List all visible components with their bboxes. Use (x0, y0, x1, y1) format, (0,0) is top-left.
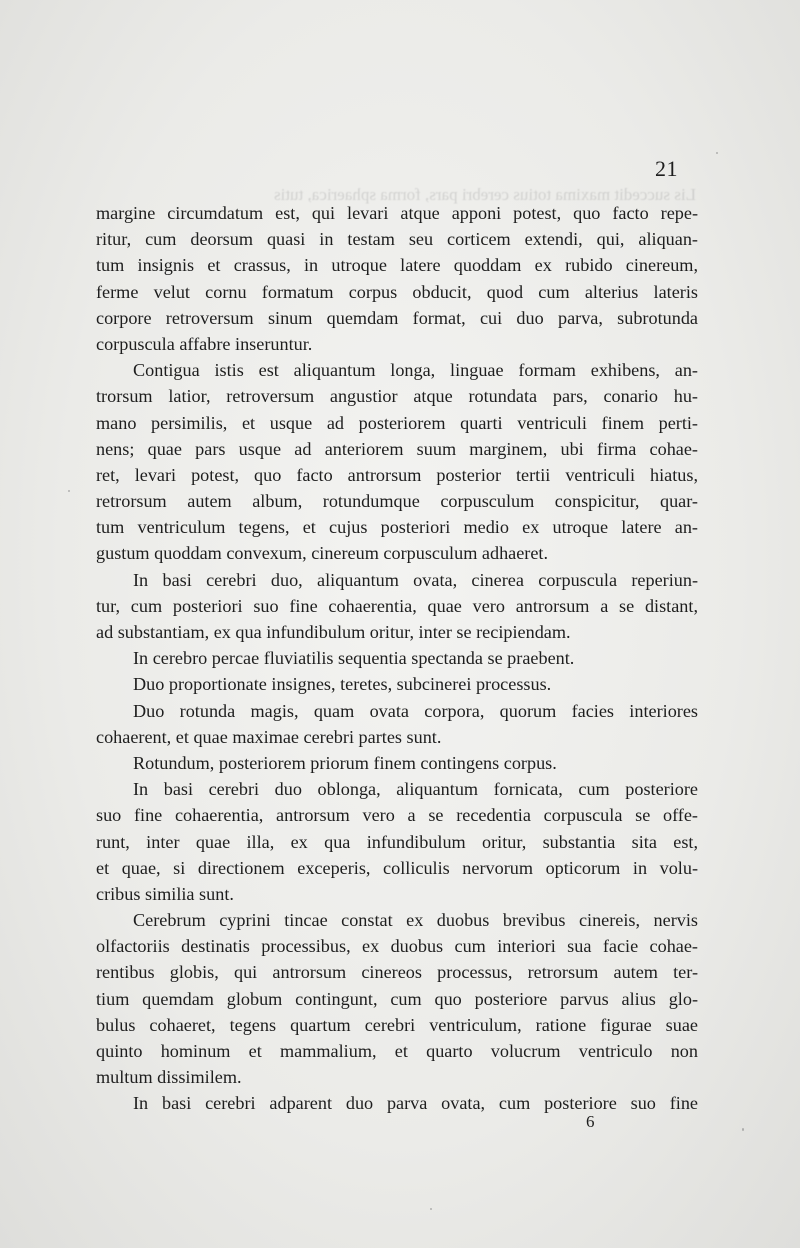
text-line: bulus cohaeret, tegens quartum cerebri ventriculum, ratione figurae suae (96, 1014, 698, 1035)
text-line: tium quemdam globum contingunt, cum quo posteriore parvus alius glo- (96, 988, 698, 1009)
paper-speck (68, 490, 70, 492)
text-line: ferme velut cornu formatum corpus obducit, quod cum alterius lateris (96, 281, 698, 302)
text-line: In basi cerebri duo, aliquantum ovata, cinerea corpuscula reperiun- (133, 569, 698, 590)
text-line: In basi cerebri adparent duo parva ovata, cum posteriore suo fine (133, 1093, 698, 1114)
text-line: runt, inter quae illa, ex qua infundibulum oritur, substantia sita est, (96, 831, 698, 852)
paper-speck (742, 1128, 744, 1131)
text-line: cohaerent, et quae maximae cerebri partes sunt. (96, 726, 442, 747)
text-line: Cerebrum cyprini tincae constat ex duobus brevibus cinereis, nervis (133, 910, 698, 931)
paper-speck (430, 1208, 432, 1210)
text-line: Contigua istis est aliquantum longa, linguae formam exhibens, an- (133, 360, 698, 381)
signature-mark: 6 (586, 1112, 595, 1131)
paper-speck (716, 152, 718, 154)
text-line: corpuscula affabre inseruntur. (96, 333, 313, 354)
text-line: quinto hominum et mammalium, et quarto volucrum ventriculo non (96, 1041, 698, 1061)
text-line: suo fine cohaerentia, antrorsum vero a se recedentia corpuscula se offe- (96, 805, 698, 826)
text-line: In cerebro percae fluviatilis sequentia spectanda se praebent. (133, 648, 575, 669)
text-line: Duo proportionate insignes, teretes, subcinerei processus. (133, 674, 552, 695)
text-line: ret, levari potest, quo facto antrorsum posterior tertii ventriculi hiatus, (96, 464, 698, 485)
text-line: Rotundum, posteriorem priorum finem contingens corpus. (133, 752, 557, 773)
page-number: 21 (655, 156, 678, 181)
text-line: corpore retroversum sinum quemdam format, cui duo parva, subrotunda (96, 307, 698, 328)
text-line: olfactoriis destinatis processibus, ex duobus cum interiori sua facie cohae- (96, 936, 698, 957)
text-line: Duo rotunda magis, quam ovata corpora, quorum facies interiores (133, 700, 698, 721)
text-line: ad substantiam, ex qua infundibulum oritur, inter se recipiendam. (96, 622, 571, 642)
text-line: et quae, si directionem exceperis, colliculis nervorum opticorum in volu- (96, 857, 698, 878)
text-line: nens; quae pars usque ad anteriorem suum marginem, ubi firma cohae- (96, 438, 698, 459)
body-text (96, 200, 698, 1117)
text-line: tum insignis et crassus, in utroque latere quoddam ex rubido cinereum, (96, 255, 698, 276)
text-line: trorsum latior, retroversum angustior atque rotundata pars, conario hu- (96, 386, 698, 407)
text-line: cribus similia sunt. (96, 883, 234, 904)
text-line: ritur, cum deorsum quasi in testam seu corticem extendi, qui, aliquan- (96, 229, 698, 250)
text-line: tum ventriculum tegens, et cujus posteriori medio ex utroque latere an- (96, 517, 698, 538)
text-line: retrorsum autem album, rotundumque corpusculum conspicitur, quar- (96, 491, 698, 512)
text-line: multum dissimilem. (96, 1067, 242, 1088)
text-line: rentibus globis, qui antrorsum cinereos processus, retrorsum autem ter- (96, 962, 698, 983)
text-line: In basi cerebri duo oblonga, aliquantum fornicata, cum posteriore (133, 779, 698, 800)
show-through-text: Lis succedit maxima totius cerebri pars, forma sphaerica, tutis (273, 185, 696, 204)
text-line: margine circumdatum est, qui levari atque apponi potest, quo facto repe- (96, 203, 698, 223)
text-line: mano persimilis, et usque ad posteriorem quarti ventriculi finem perti- (96, 412, 698, 433)
text-line: gustum quoddam convexum, cinereum corpusculum adhaeret. (96, 543, 549, 564)
text-line: tur, cum posteriori suo fine cohaerentia, quae vero antrorsum a se distant, (96, 595, 698, 616)
